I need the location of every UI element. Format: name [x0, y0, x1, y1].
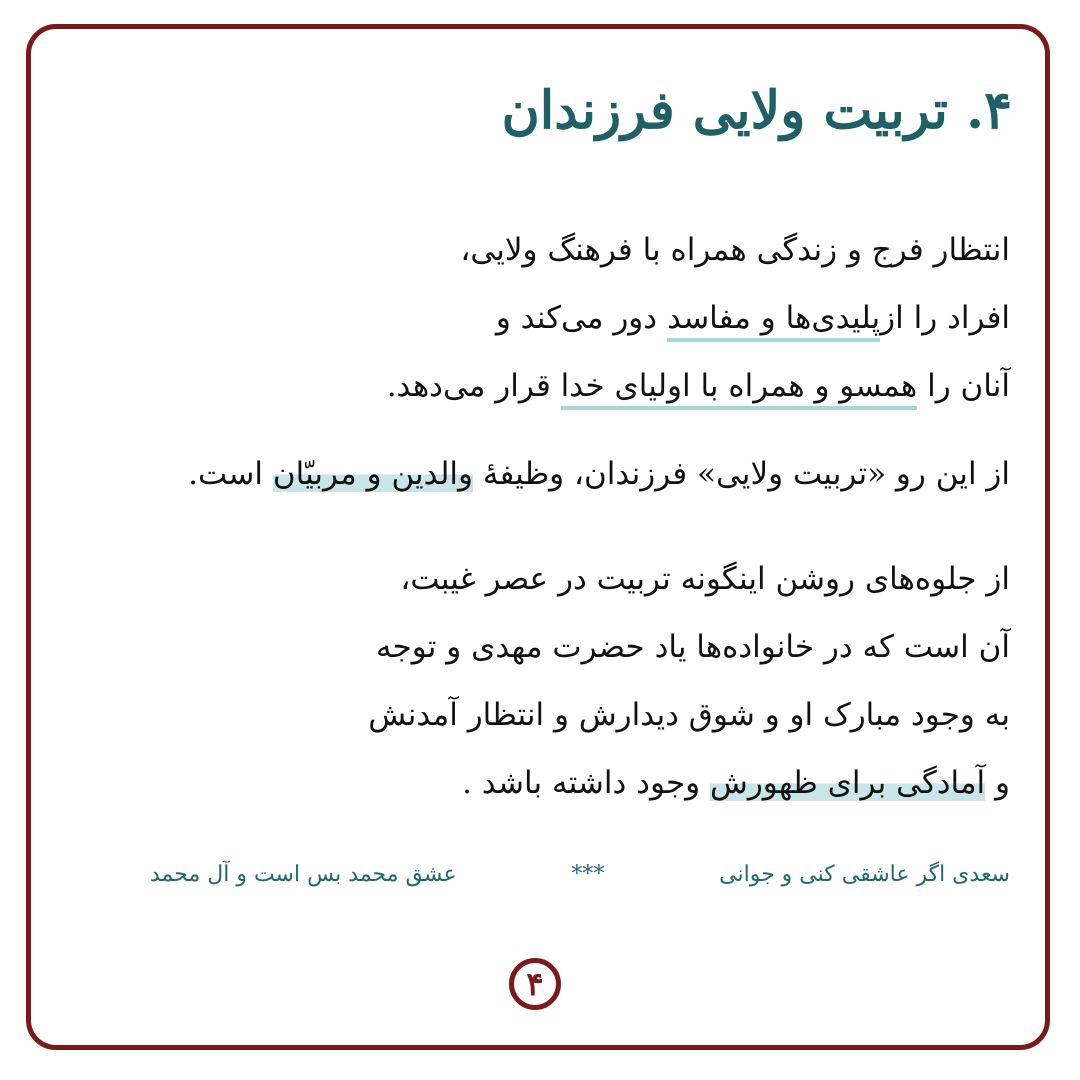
page-title: ۴. تربیت ولایی فرزندان: [501, 80, 1012, 141]
paragraph-1-line-3: [387, 352, 1010, 420]
paragraph-2: [188, 440, 1010, 508]
page-number-badge: [509, 958, 561, 1010]
highlight-aligned-with-saints: همسو و همراه با اولیای خدا: [561, 368, 918, 410]
paragraph-1-line-3-before: آنان را: [917, 368, 1010, 404]
paragraph-2-after: است.: [188, 456, 273, 492]
paragraph-1-line-2-before: افراد را از: [880, 300, 1010, 336]
paragraph-1-line-3-after: قرار می‌دهد.: [386, 368, 561, 404]
paragraph-1-line-2: [387, 284, 1010, 352]
paragraph-1: [387, 216, 1010, 420]
paragraph-3-line-4-after: وجود داشته باشد .: [462, 765, 710, 801]
paragraph-1-line-1: انتظار فرج و زندگی همراه با فرهنگ ولایی،: [460, 232, 1010, 268]
paragraph-3-line-1: از جلوه‌های روشن اینگونه تربیت در عصر غیبت،: [400, 561, 1010, 597]
poem-hemistich-1: سعدی اگر عاشقی کنی و جوانی: [719, 862, 1010, 887]
paragraph-1-line-2-after: دور می‌کند و: [495, 300, 667, 336]
poem-hemistich-2: عشق محمد بس است و آل محمد: [150, 862, 457, 887]
highlight-parents-educators: والدین و مربیّان: [272, 456, 473, 492]
highlight-impurities: پلیدی‌ها و مفاسد: [667, 300, 880, 342]
paragraph-3-line-4-before: و: [985, 765, 1010, 801]
page-number: ۴: [526, 965, 544, 1003]
page-frame: [26, 24, 1050, 1050]
paragraph-3-line-3: به وجود مبارک او و شوق دیدارش و انتظار آمدنش: [368, 697, 1010, 733]
highlight-readiness: آمادگی برای ظهورش: [710, 765, 986, 801]
paragraph-2-before: از این رو «تربیت ولایی» فرزندان، وظیفهٔ: [472, 456, 1010, 492]
poem-verse: [150, 862, 1010, 887]
poem-separator: ***: [571, 862, 605, 887]
paragraph-3-line-4: [368, 749, 1010, 817]
paragraph-3: [368, 545, 1010, 817]
paragraph-2-line-1: [188, 440, 1010, 508]
paragraph-3-line-2: آن است که در خانواده‌ها یاد حضرت مهدی و توجه: [376, 629, 1010, 665]
